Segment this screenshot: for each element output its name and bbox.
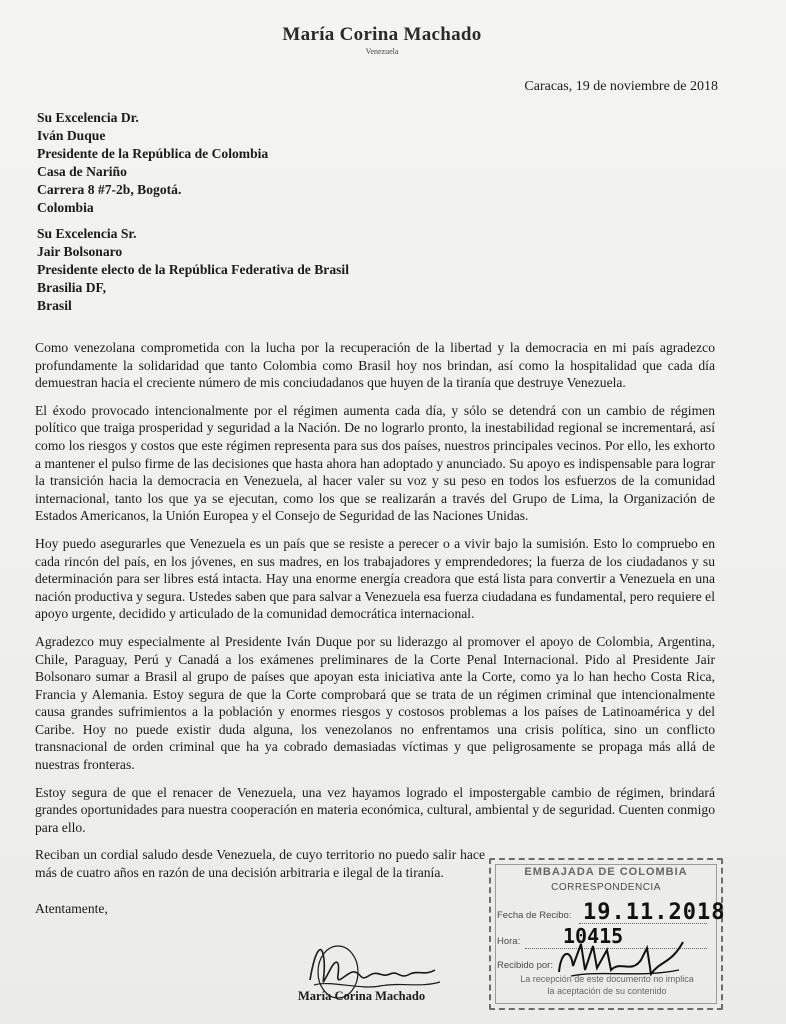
recipient-line: Jair Bolsonaro <box>37 244 123 259</box>
stamp-note-line1: La recepción de este documento no implica <box>520 974 694 984</box>
letter-body <box>35 339 715 892</box>
stamp-recibido-label: Recibido por: <box>497 960 553 971</box>
recipient-line: Brasilia DF, <box>37 280 106 295</box>
recipient-line: Presidente electo de la República Federativa de Brasil <box>37 262 349 277</box>
stamp-title: EMBAJADA DE COLOMBIA <box>524 866 688 878</box>
recipient-line: Colombia <box>37 200 94 215</box>
stamp-subtitle: CORRESPONDENCIA <box>551 882 661 893</box>
body-paragraph: El éxodo provocado intencionalmente por el régimen aumenta cada día, y sólo se detendrá con un cambio de régimen político que traiga prosperidad y seguridad a la Nación. De no lograrlo pronto, la inestabilidad regional se incrementará, así como los riesgos y costos que este régimen representa para sus dos países, nuestros principales vecinos. Por ello, les exhorto a mantener el pulso firme de las decisiones que hasta ahora han adoptado y anunciado. Su apoyo es indispensable para lograr la transición hacia la democracia en Venezuela, al hacer valer su voz y su peso en todos los esfuerzos de la comunidad internacional, tanto los que ya se ejecutan, como los que se realizarán a través del Grupo de Lima, la Organización de Estados Americanos, la Unión Europea y el Consejo de Seguridad de las Naciones Unidas. <box>35 402 715 524</box>
recipient-line: Su Excelencia Sr. <box>37 226 137 241</box>
body-paragraph: Agradezco muy especialmente al Presidente Iván Duque por su liderazgo al promover el apoyo de Colombia, Argentina, Chile, Paraguay, Perú y Canadá a los exámenes preliminares de la Corte Penal Internacional. Pido al Presidente Jair Bolsonaro sumar a Brasil al grupo de países que apoyan esta iniciativa ante la Corte, como ya lo han hecho Costa Rica, Francia y Alemania. Estoy segura de que la Corte comprobará que se trata de un régimen criminal que intencionalmente causa grandes sufrimientos a la población y enormes riesgos y costosos problemas a los países de Latinoamérica y del Caribe. Hoy no puede existir duda alguna, los venezolanos no enfrentamos una crisis política, sino un conflicto transnacional de orden criminal que ha ya cobrado demasiadas víctimas y que peligrosamente se propaga más allá de nuestras fronteras. <box>35 633 715 773</box>
recipient-line: Brasil <box>37 298 72 313</box>
recipient-line: Iván Duque <box>37 128 106 143</box>
body-paragraph: Como venezolana comprometida con la lucha por la recuperación de la libertad y la democracia en mi país agradezco profundamente la solidaridad que tanto Colombia como Brasil hoy nos brindan, así como la hospitalidad que cada día demuestran hacia el creciente número de mis conciudadanos que huyen de la tiranía que destruye Venezuela. <box>35 340 715 391</box>
letterhead-name: María Corina Machado <box>282 24 482 45</box>
closing: Atentamente, <box>35 901 108 916</box>
body-paragraph: Reciban un cordial saludo desde Venezuela, de cuyo territorio no puedo salir hace más de cuatro años en razón de una decisión arbitraria e ilegal de la tiranía. <box>35 847 485 881</box>
recipient-line: Presidente de la República de Colombia <box>37 146 269 161</box>
recipient-line: Carrera 8 #7-2b, Bogotá. <box>37 182 182 197</box>
body-paragraph: Estoy segura de que el renacer de Venezuela, una vez hayamos logrado el impostergable cambio de régimen, brindará grandes oportunidades para nuestra cooperación en materia económica, cultural, ambiental y de seguridad. Cuenten conmigo para ello. <box>35 784 715 835</box>
stamp-signature <box>551 930 691 990</box>
stamp-note-line2: la aceptación de su contenido <box>547 986 667 996</box>
reception-stamp <box>489 858 726 1010</box>
signature-name: María Corina Machado <box>298 989 426 1003</box>
stamp-fecha-label: Fecha de Recibo: <box>497 910 572 921</box>
stamp-fecha-value: 19.11.2018 <box>583 900 726 925</box>
stamp-hora-value: 10415 <box>563 924 624 948</box>
stamp-hora-label: Hora: <box>497 936 521 947</box>
letterhead-country: Venezuela <box>365 47 399 56</box>
letter-date: Caracas, 19 de noviembre de 2018 <box>524 79 718 94</box>
recipient-line: Su Excelencia Dr. <box>37 110 139 125</box>
recipient-block-brasil <box>37 225 349 315</box>
recipient-block-colombia <box>37 109 268 217</box>
recipient-line: Casa de Nariño <box>37 164 127 179</box>
body-paragraph: Hoy puedo asegurarles que Venezuela es un país que se resiste a perecer o a vivir bajo la sumisión. Esto lo compruebo en cada rincón del país, en los jóvenes, en sus madres, en los trabajadores y emprendedores; la fuerza de los ciudadanos y su determinación para ser libres está intacta. Hay una enorme energía creadora que está lista para convertir a Venezuela en una nación productiva y segura. Ustedes saben que para salvar a Venezuela esa fuerza ciudadana es fundamental, pero requiere el apoyo urgente, decidido y articulado de la comunidad democrática internacional. <box>35 535 715 622</box>
